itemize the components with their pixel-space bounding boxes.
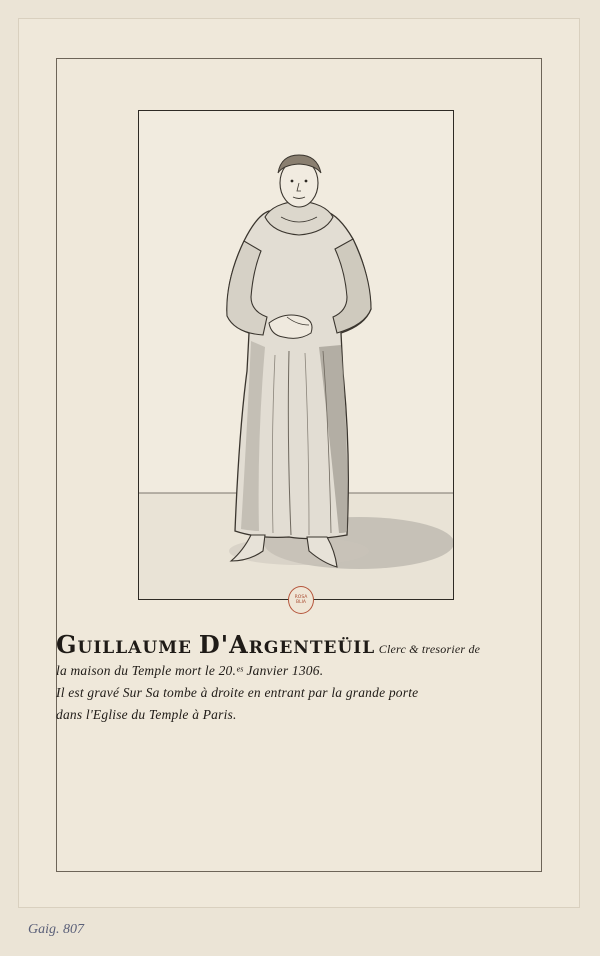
stamp-text-bottom: BLIA: [296, 600, 306, 605]
stamp-text-top: ROSA: [294, 595, 308, 600]
caption-line-4: dans l'Eglise du Temple à Paris.: [56, 707, 237, 722]
name-initial-first: G: [56, 630, 78, 659]
caption-line-2: la maison du Temple mort le 20.ᵉˢ Janvier 1306.: [56, 663, 324, 678]
library-stamp: [288, 586, 314, 614]
caption-line-1: [56, 630, 548, 660]
name-rest-second: RGENTEÜIL: [248, 638, 376, 658]
subject-name: [56, 630, 376, 659]
caption-block: [56, 630, 548, 726]
illustration-frame: [138, 110, 454, 600]
caption-line-3: Il est gravé Sur Sa tombe à droite en entrant par la grande porte: [56, 685, 419, 700]
monk-figure-drawing: [139, 111, 453, 599]
name-initial-second: D'A: [198, 630, 249, 659]
caption-title-description: Clerc & tresorier de: [378, 642, 481, 656]
shelfmark: Gaig. 807: [28, 922, 84, 937]
name-rest-first: UILLAUME: [77, 638, 199, 658]
